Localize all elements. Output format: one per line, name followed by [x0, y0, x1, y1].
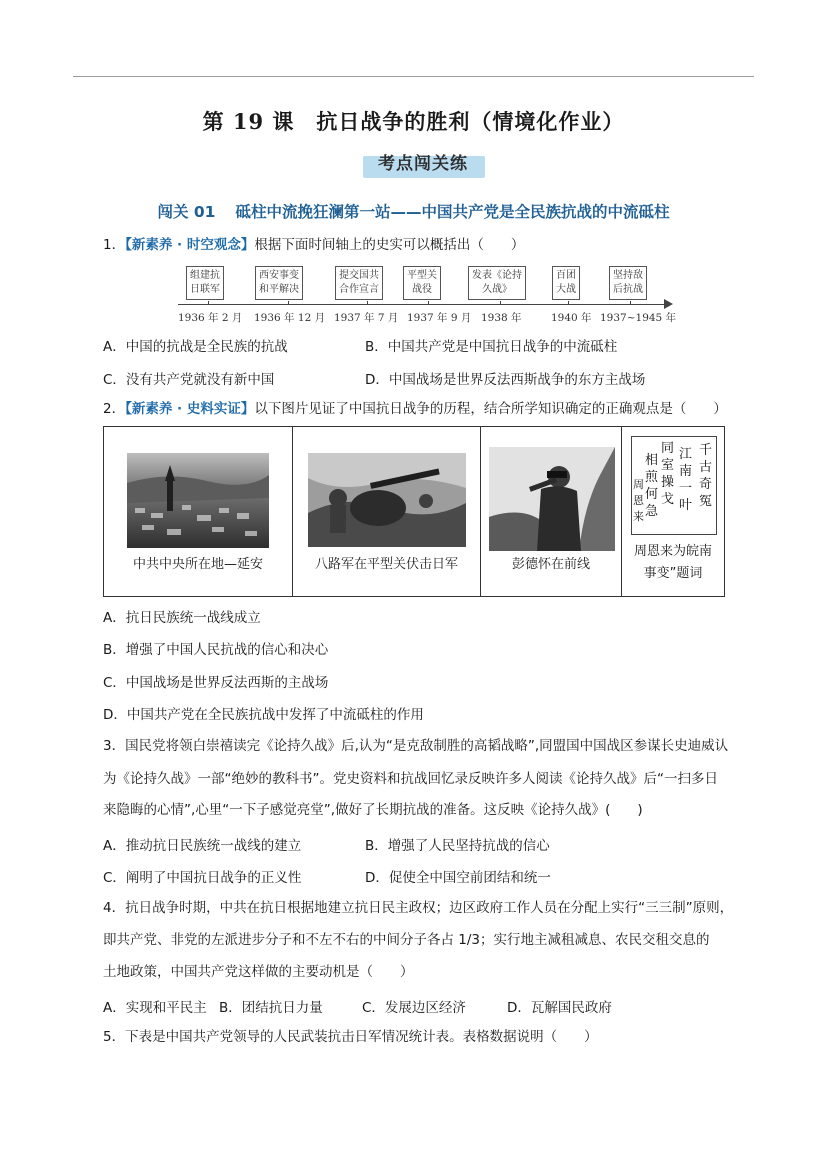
photo-cell	[481, 427, 622, 596]
pingxingguan-photo	[308, 453, 466, 547]
q2-number: 2．	[103, 401, 126, 417]
q1-option-b[interactable]: B．中国共产党是中国抗日战争的中流砥柱	[365, 339, 618, 355]
photo-caption: 周恩来为皖南 事变”题词	[633, 544, 712, 581]
q4-stem-line-3: 土地政策，中国共产党这样做的主要动机是（ ）	[103, 964, 414, 980]
q3-option-d[interactable]: D．促使全中国空前团结和统一	[365, 870, 551, 886]
section-heading	[0, 200, 827, 222]
q2-tag: 【新素养 · 史料实证】	[125, 401, 255, 417]
q2-option-d[interactable]: D．中国共产党在全民族抗战中发挥了中流砥柱的作用	[103, 707, 424, 723]
q3-option-a[interactable]: A．推动抗日民族统一战线的建立	[103, 838, 302, 854]
q1-timeline	[178, 262, 678, 332]
q5-stem-line: 5．下表是中国共产党领导的人民武装抗击日军情况统计表。表格数据说明（ ）	[103, 1029, 598, 1045]
q2-option-b[interactable]: B．增强了中国人民抗战的信心和决心	[103, 642, 329, 658]
svg-text:一: 一	[679, 481, 693, 496]
q1-number: 1．	[103, 237, 126, 253]
timeline-tick	[630, 301, 631, 305]
timeline-event: 组建抗 日联军	[186, 266, 224, 300]
svg-text:煎: 煎	[645, 470, 659, 485]
q2-option-c[interactable]: C．中国战场是世界反法西斯的主战场	[103, 675, 329, 691]
timeline-event: 坚持敌 后抗战	[609, 266, 647, 300]
photo-cell	[622, 427, 724, 596]
q1-option-a[interactable]: A．中国的抗战是全民族的抗战	[103, 339, 288, 355]
timeline-tick	[500, 301, 501, 305]
yanan-photo	[127, 453, 269, 548]
timeline-date: 1940 年	[551, 312, 592, 324]
svg-text:南: 南	[679, 464, 693, 479]
photo-caption: 八路军在平型关伏击日军	[314, 557, 458, 572]
photo-caption: 彭德怀在前线	[511, 557, 590, 572]
timeline-date: 1938 年	[481, 312, 522, 324]
svg-text:冤: 冤	[699, 494, 713, 509]
svg-text:恩: 恩	[633, 494, 644, 507]
timeline-event: 平型关 战役	[403, 266, 441, 300]
timeline-event: 西安事变 和平解决	[255, 266, 303, 300]
q1-option-d[interactable]: D．中国战场是世界反法西斯战争的东方主战场	[365, 372, 646, 388]
q3-option-c[interactable]: C．阐明了中国抗日战争的正义性	[103, 870, 302, 886]
q4-stem-line-1: 4．抗日战争时期，中共在抗日根据地建立抗日民主政权；边区政府工作人员在分配上实行“三三制”原则，	[103, 900, 734, 916]
q2-photo-table	[103, 426, 725, 597]
timeline-event: 百团 大战	[552, 266, 580, 300]
section-badge	[353, 148, 493, 178]
peng-dehuai-photo	[489, 447, 615, 551]
section-text: 砥柱中流挽狂澜第一站——中国共产党是全民族抗战的中流砥柱	[235, 203, 670, 221]
timeline-tick	[428, 301, 429, 305]
svg-text:周: 周	[633, 478, 644, 491]
timeline-date: 1937~1945 年	[600, 312, 677, 324]
q2-stem: 以下图片见证了中国抗日战争的历程，结合所学知识确定的正确观点是（ ）	[254, 401, 727, 417]
q4-option-c[interactable]: C．发展边区经济	[362, 1000, 466, 1016]
svg-text:何: 何	[645, 487, 659, 502]
q1-tag: 【新素养 · 时空观念】	[125, 237, 255, 253]
q2-option-a[interactable]: A．抗日民族统一战线成立	[103, 610, 261, 626]
svg-text:叶: 叶	[679, 498, 693, 513]
timeline-date: 1937 年 9 月	[407, 312, 472, 324]
top-rule	[73, 76, 754, 77]
q4-option-d[interactable]: D．瓦解国民政府	[507, 1000, 612, 1016]
q4-stem-line-2: 即共产党、非党的左派进步分子和不左不右的中间分子各占 1/3；实行地主减租减息、农民交租交息的	[103, 932, 710, 948]
q3-stem-line-1: 3．国民党将领白崇禧读完《论持久战》后,认为“是克敌制胜的高韬战略”,同盟国中国战区参谋长史迪威认	[103, 738, 729, 754]
q3-option-b[interactable]: B．增强了人民坚持抗战的信心	[365, 838, 550, 854]
timeline-tick	[568, 301, 569, 305]
q1-stem-line	[103, 236, 524, 254]
svg-text:来: 来	[633, 510, 644, 523]
section-label: 闯关 01	[157, 203, 216, 221]
timeline-tick	[367, 301, 368, 305]
timeline-arrow-icon	[664, 299, 673, 309]
svg-text:奇: 奇	[699, 477, 713, 492]
timeline-date: 1936 年 2 月	[178, 312, 243, 324]
q2-stem-line	[103, 400, 727, 418]
q1-stem: 根据下面时间轴上的史实可以概括出（ ）	[254, 237, 525, 253]
timeline-event: 提交国共 合作宣言	[335, 266, 383, 300]
q3-stem-line-3: 来隐晦的心情”,心里“一下子感觉亮堂”,做好了长期抗战的准备。这反映《论持久战》( )	[103, 802, 643, 818]
photo-cell	[104, 427, 293, 596]
badge-label: 考点闯关练	[378, 154, 468, 174]
zhou-enlai-calligraphy-image	[631, 436, 717, 535]
photo-cell	[293, 427, 481, 596]
timeline-axis	[178, 304, 668, 305]
svg-text:千: 千	[699, 443, 713, 458]
svg-text:操: 操	[661, 475, 675, 490]
timeline-event: 发表《论持 久战》	[468, 266, 526, 300]
timeline-date: 1937 年 7 月	[334, 312, 399, 324]
timeline-date: 1936 年 12 月	[254, 312, 326, 324]
svg-text:江: 江	[679, 447, 693, 462]
svg-text:戈: 戈	[661, 492, 675, 507]
svg-text:相: 相	[645, 453, 659, 468]
svg-text:急: 急	[645, 504, 659, 519]
svg-text:室: 室	[661, 458, 675, 473]
timeline-tick	[208, 301, 209, 305]
svg-text:同: 同	[661, 441, 675, 456]
photo-caption: 中共中央所在地—延安	[132, 557, 263, 572]
svg-text:古: 古	[699, 460, 713, 475]
page-title: 第 19 课 抗日战争的胜利（情境化作业）	[202, 109, 625, 134]
q4-option-b[interactable]: B．团结抗日力量	[219, 1000, 323, 1016]
q4-option-a[interactable]: A．实现和平民主	[103, 1000, 207, 1016]
q1-option-c[interactable]: C．没有共产党就没有新中国	[103, 372, 275, 388]
timeline-tick	[288, 301, 289, 305]
q3-stem-line-2: 为《论持久战》一部“绝妙的教科书”。党史资料和抗战回忆录反映许多人阅读《论持久战》后“一扫多日	[103, 771, 718, 787]
